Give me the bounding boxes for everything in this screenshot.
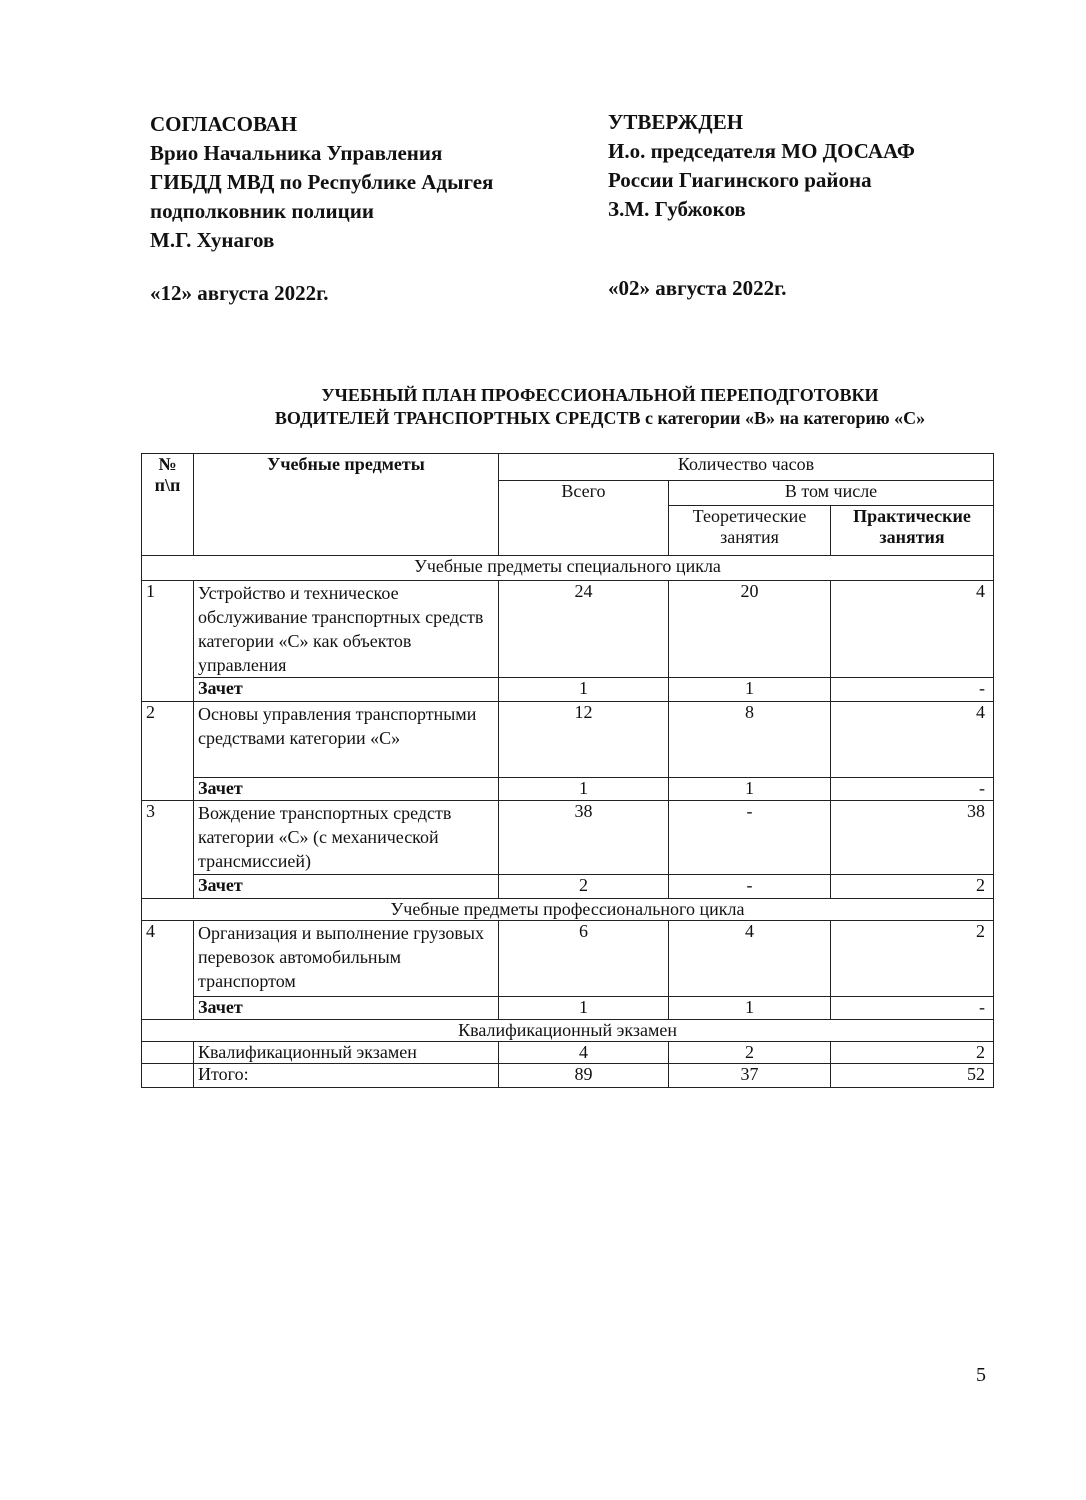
row-credit-label: Зачет xyxy=(194,678,499,702)
row-number xyxy=(142,1064,194,1088)
section-exam: Квалификационный экзамен xyxy=(142,1020,994,1042)
approval-signatory: З.М. Губжоков xyxy=(608,197,746,221)
row-theory: 20 xyxy=(669,581,831,678)
row-subject: Устройство и техническое обслуживание транспортных средств категории «С» как объектов управления xyxy=(194,581,499,678)
row-number xyxy=(142,1042,194,1064)
approval-block-agreed xyxy=(150,110,590,308)
row-credit-practice: 2 xyxy=(831,875,994,899)
row-credit-label: Зачет xyxy=(194,997,499,1020)
row-number: 3 xyxy=(142,801,194,899)
row-number: 1 xyxy=(142,581,194,702)
header-number: № п\п xyxy=(142,454,194,556)
header-including: В том числе xyxy=(669,481,994,506)
row-credit-total: 1 xyxy=(499,678,669,702)
row-credit-label: Зачет xyxy=(194,875,499,899)
exam-theory: 2 xyxy=(669,1042,831,1064)
approval-organization: ГИБДД МВД по Республике Адыгея xyxy=(150,170,494,194)
exam-total: 4 xyxy=(499,1042,669,1064)
grand-theory: 37 xyxy=(669,1064,831,1088)
grand-total: 89 xyxy=(499,1064,669,1088)
row-number: 2 xyxy=(142,702,194,801)
row-practice: 2 xyxy=(831,921,994,997)
row-credit-theory: - xyxy=(669,875,831,899)
table-row xyxy=(142,678,994,702)
row-subject: Организация и выполнение грузовых перевозок автомобильным транспортом xyxy=(194,921,499,997)
section-professional: Учебные предметы профессионального цикла xyxy=(142,899,994,921)
curriculum-table xyxy=(141,453,994,1088)
table-row xyxy=(142,1042,994,1064)
table-row xyxy=(142,997,994,1020)
row-credit-practice: - xyxy=(831,997,994,1020)
approval-organization: России Гиагинского района xyxy=(608,168,872,192)
row-practice: 38 xyxy=(831,801,994,875)
row-credit-total: 1 xyxy=(499,778,669,801)
exam-practice: 2 xyxy=(831,1042,994,1064)
approval-heading: УТВЕРЖДЕН xyxy=(608,110,744,134)
table-row xyxy=(142,801,994,875)
approval-date: «02» августа 2022г. xyxy=(608,276,787,300)
approval-heading: СОГЛАСОВАН xyxy=(150,112,298,136)
header-total: Всего xyxy=(499,481,669,556)
row-practice: 4 xyxy=(831,581,994,678)
row-total: 24 xyxy=(499,581,669,678)
row-subject: Основы управления транспортными средствами категории «С» xyxy=(194,702,499,778)
row-credit-practice: - xyxy=(831,778,994,801)
approval-position: Врио Начальника Управления xyxy=(150,141,443,165)
table-row xyxy=(142,581,994,678)
total-label: Итого: xyxy=(194,1064,499,1088)
approval-position: И.о. председателя МО ДОСААФ xyxy=(608,139,915,163)
header-subjects: Учебные предметы xyxy=(194,454,499,556)
table-row xyxy=(142,875,994,899)
document-title xyxy=(120,384,1080,430)
row-credit-label: Зачет xyxy=(194,778,499,801)
row-credit-total: 1 xyxy=(499,997,669,1020)
approval-date: «12» августа 2022г. xyxy=(150,281,329,305)
header-hours: Количество часов xyxy=(499,454,994,481)
approval-rank: подполковник полиции xyxy=(150,199,374,223)
row-theory: 8 xyxy=(669,702,831,778)
table-row xyxy=(142,1064,994,1088)
row-theory: - xyxy=(669,801,831,875)
exam-subject: Квалификационный экзамен xyxy=(194,1042,499,1064)
table-row xyxy=(142,778,994,801)
row-credit-theory: 1 xyxy=(669,678,831,702)
table-row xyxy=(142,702,994,778)
row-credit-theory: 1 xyxy=(669,997,831,1020)
row-total: 12 xyxy=(499,702,669,778)
row-practice: 4 xyxy=(831,702,994,778)
row-credit-theory: 1 xyxy=(669,778,831,801)
title-line-1: УЧЕБНЫЙ ПЛАН ПРОФЕССИОНАЛЬНОЙ ПЕРЕПОДГОТОВКИ xyxy=(321,385,879,405)
header-practice: Практические занятия xyxy=(831,506,994,556)
row-total: 38 xyxy=(499,801,669,875)
title-line-2: ВОДИТЕЛЕЙ ТРАНСПОРТНЫХ СРЕДСТВ с категории «В» на категорию «С» xyxy=(274,408,926,428)
section-special: Учебные предметы специального цикла xyxy=(142,556,994,581)
row-subject: Вождение транспортных средств категории «С» (с механической трансмиссией) xyxy=(194,801,499,875)
table-row xyxy=(142,921,994,997)
approval-signatory: М.Г. Хунагов xyxy=(150,228,275,252)
page-number: 5 xyxy=(976,1364,986,1386)
row-credit-practice: - xyxy=(831,678,994,702)
grand-practice: 52 xyxy=(831,1064,994,1088)
approval-block-approved xyxy=(608,108,1048,303)
row-total: 6 xyxy=(499,921,669,997)
row-number: 4 xyxy=(142,921,194,1020)
row-theory: 4 xyxy=(669,921,831,997)
header-theory: Теоретические занятия xyxy=(669,506,831,556)
row-credit-total: 2 xyxy=(499,875,669,899)
